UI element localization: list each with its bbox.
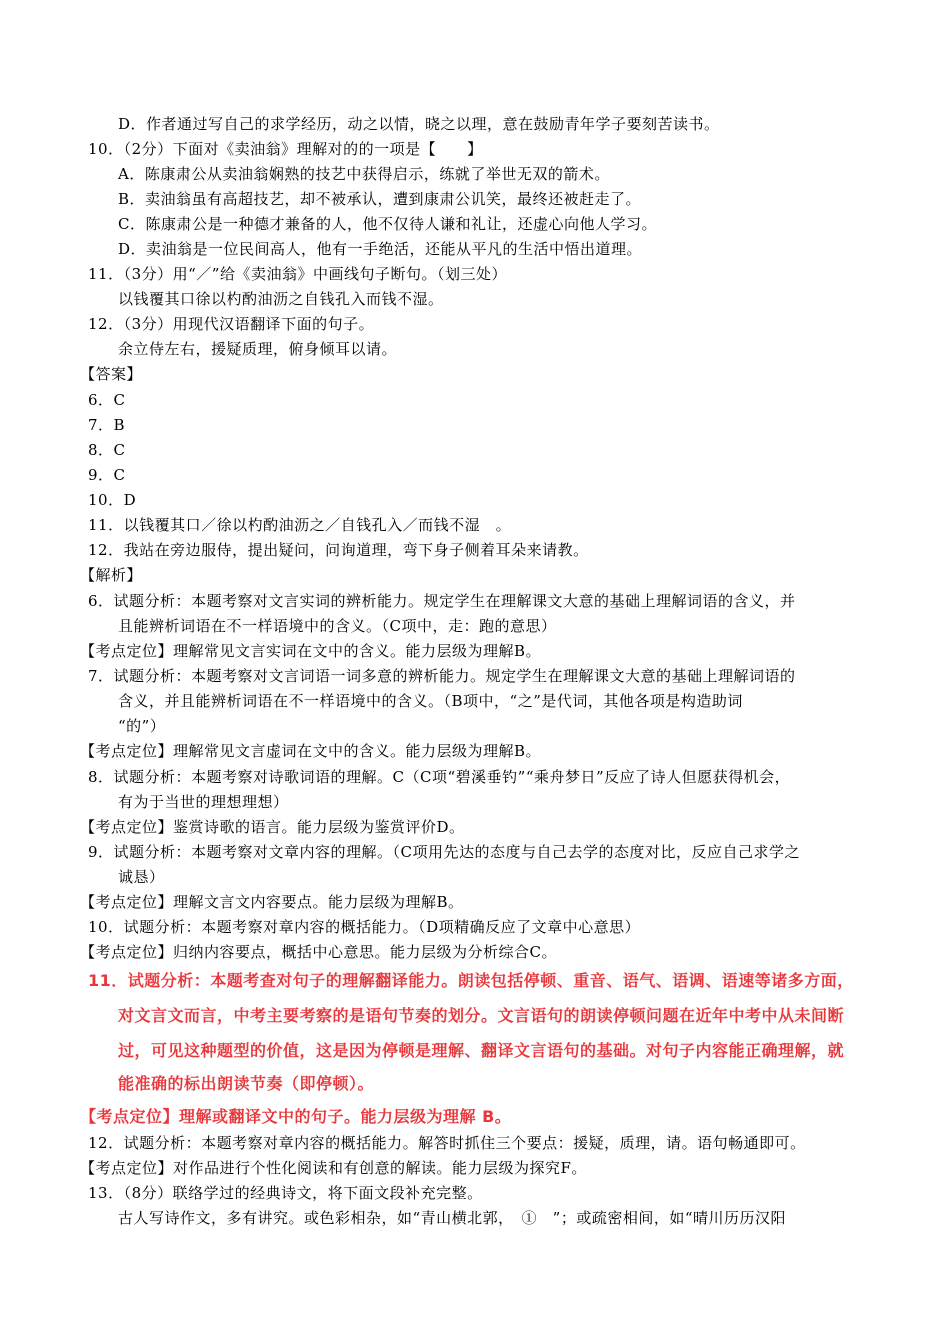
point-8: 【考点定位】鉴赏诗歌的语言。能力层级为鉴赏评价D。 (80, 818, 465, 836)
q10-stem: 10．（2分）下面对《卖油翁》理解对的的一项是【 】 (88, 140, 483, 158)
analysis-11-cont: 对文言文而言，中考主要考察的是语句节奏的划分。文言语句的朗读停顿问题在近年中考中从未间断 (118, 1006, 845, 1025)
analysis-8: 8．试题分析：本题考察对诗歌词语的理解。C（C项“碧溪垂钓”“乘舟梦日”反应了诗人但愿获得机会， (88, 768, 791, 786)
q10-option-b: B．卖油翁虽有高超技艺，却不被承认，遭到康肃公讥笑，最终还被赶走了。 (118, 190, 642, 208)
answer-6: 6．C (88, 391, 126, 409)
analysis-10: 10．试题分析：本题考察对章内容的概括能力。（D项精确反应了文章中心意思） (88, 918, 641, 936)
point-9: 【考点定位】理解文言文内容要点。能力层级为理解B。 (80, 893, 464, 911)
point-6: 【考点定位】理解常见文言实词在文中的含义。能力层级为理解B。 (80, 642, 542, 660)
analysis-6: 6．试题分析：本题考察对文言实词的辨析能力。规定学生在理解课文大意的基础上理解词语的含义，并 (88, 592, 796, 610)
analysis-8-cont: 有为于当世的理想理想） (118, 793, 289, 811)
analysis-9-cont: 诚恳） (118, 868, 165, 886)
q9-option-d: D．作者通过写自己的求学经历，动之以情，晓之以理，意在鼓励青年学子要刻苦读书。 (118, 115, 720, 133)
point-12: 【考点定位】对作品进行个性化阅读和有创意的解读。能力层级为探究F。 (80, 1159, 587, 1177)
analysis-7-cont2: “的”） (118, 717, 166, 735)
answer-heading: 【答案】 (80, 365, 143, 383)
answer-7: 7．B (88, 416, 126, 434)
point-11: 【考点定位】理解或翻译文中的句子。能力层级为理解 B。 (80, 1107, 512, 1126)
q11-sentence: 以钱覆其口徐以杓酌油沥之自钱孔入而钱不湿。 (118, 290, 444, 308)
q13-passage: 古人写诗作文，多有讲究。或色彩相杂，如“青山横北郭， ① ”；或疏密相间，如“晴川历历汉阳 (118, 1209, 787, 1227)
analysis-heading: 【解析】 (80, 566, 143, 584)
q13-stem: 13．（8分）联络学过的经典诗文，将下面文段补充完整。 (88, 1184, 483, 1202)
q12-sentence: 余立侍左右，援疑质理，俯身倾耳以请。 (118, 340, 398, 358)
point-7: 【考点定位】理解常见文言虚词在文中的含义。能力层级为理解B。 (80, 742, 542, 760)
q10-option-d: D．卖油翁是一位民间高人，他有一手绝活，还能从平凡的生活中悟出道理。 (118, 240, 643, 258)
answer-9: 9．C (88, 466, 126, 484)
answer-8: 8．C (88, 441, 126, 459)
q10-option-c: C．陈康肃公是一种德才兼备的人，他不仅待人谦和礼让，还虚心向他人学习。 (118, 215, 657, 233)
analysis-11: 11．试题分析：本题考查对句子的理解翻译能力。朗读包括停顿、重音、语气、语调、语速等诸多方面， (88, 971, 854, 990)
analysis-9: 9．试题分析：本题考察对文章内容的理解。（C项用先达的态度与自己去学的态度对比，反应自己求学之 (88, 843, 801, 861)
answer-10: 10．D (88, 491, 137, 509)
q12-stem: 12．（3分）用现代汉语翻译下面的句子。 (88, 315, 375, 333)
analysis-7: 7．试题分析：本题考察对文言词语一词多意的辨析能力。规定学生在理解课文大意的基础上理解词语的 (88, 667, 796, 685)
answer-12: 12．我站在旁边服侍，提出疑问，问询道理，弯下身子侧着耳朵来请教。 (88, 541, 589, 559)
q11-stem: 11．（3分）用“／”给《卖油翁》中画线句子断句。（划三处） (88, 265, 507, 283)
point-10: 【考点定位】归纳内容要点，概括中心意思。能力层级为分析综合C。 (80, 943, 557, 961)
analysis-12: 12．试题分析：本题考察对章内容的概括能力。解答时抓住三个要点：援疑，质理，请。语句畅通即可。 (88, 1134, 806, 1152)
analysis-6-cont: 且能辨析词语在不一样语境中的含义。（C项中，走：跑的意思） (118, 617, 557, 635)
answer-11: 11．以钱覆其口／徐以杓酌油沥之／自钱孔入／而钱不湿 。 (88, 516, 512, 534)
analysis-11-cont2: 过，可见这种题型的价值，这是因为停顿是理解、翻译文言语句的基础。对句子内容能正确理解，就 (118, 1041, 845, 1060)
analysis-11-cont3: 能准确的标出朗读节奏（即停顿）。 (118, 1074, 375, 1093)
analysis-7-cont: 含义，并且能辨析词语在不一样语境中的含义。（B项中，“之”是代词，其他各项是构造助词 (118, 692, 743, 710)
q10-option-a: A．陈康肃公从卖油翁娴熟的技艺中获得启示，练就了举世无双的箭术。 (118, 165, 610, 183)
